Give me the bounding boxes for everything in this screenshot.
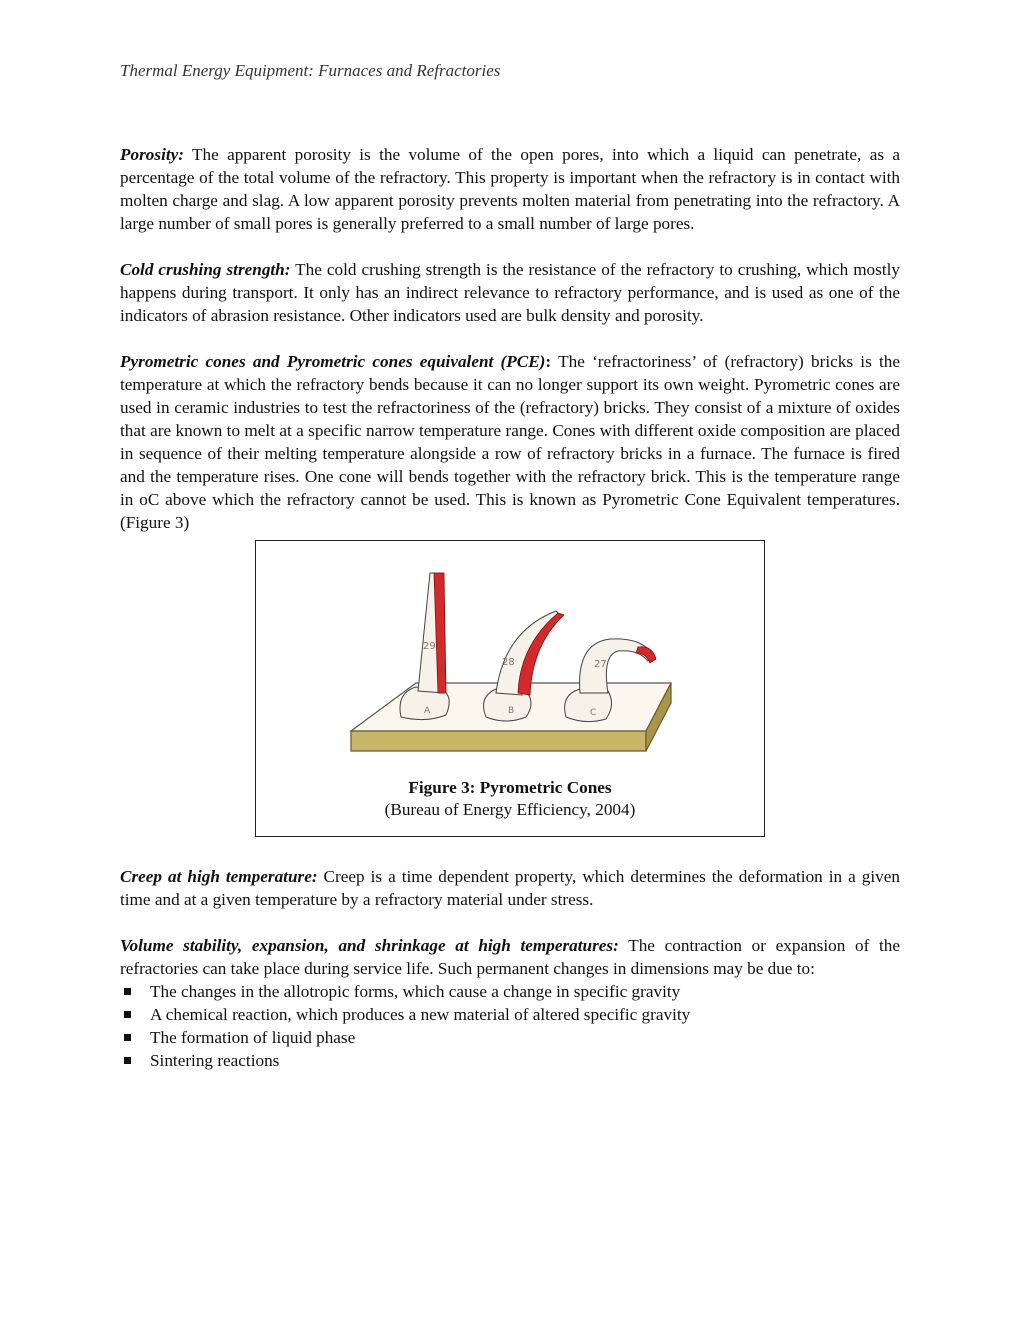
creep-term: Creep at high temperature:	[120, 867, 318, 886]
creep-text: Creep is a time dependent property, which determines the deformation in a given time and at a given temperature by a refractory material under stress.	[120, 867, 900, 909]
pyrometric-paragraph	[120, 350, 900, 534]
cone-a-number: 29	[423, 641, 436, 652]
list-item-text: The formation of liquid phase	[150, 1028, 356, 1047]
page-header: Thermal Energy Equipment: Furnaces and Refractories	[120, 61, 501, 80]
pyrometric-colon: :	[545, 352, 552, 371]
figure-3	[255, 540, 765, 837]
list-item	[120, 1026, 900, 1049]
pyrometric-term: Pyrometric cones and Pyrometric cones equivalent (PCE)	[120, 352, 546, 371]
bullet-square-icon	[124, 1057, 131, 1064]
list-item	[120, 1049, 900, 1072]
list-item-text: A chemical reaction, which produces a new material of altered specific gravity	[150, 1005, 691, 1024]
porosity-text: The apparent porosity is the volume of the open pores, into which a liquid can penetrate, as a percentage of the total volume of the refractory. This property is important when the refractory is in contact with molten charge and slag. A low apparent porosity prevents molten material from penetrating into the refractory. A large number of small pores is generally preferred to a small number of large pores.	[120, 145, 900, 233]
cold-crushing-paragraph	[120, 258, 900, 327]
list-item	[120, 1003, 900, 1026]
volume-bullet-list	[120, 980, 900, 1072]
cold-crushing-text: The cold crushing strength is the resistance of the refractory to crushing, which mostly happens during transport. It only has an indirect relevance to refractory performance, and is used as one of the indicators of abrasion resistance. Other indicators used are bulk density and porosity.	[120, 260, 900, 325]
pyrometric-cones-illustration	[346, 569, 676, 759]
list-item	[120, 980, 900, 1003]
bullet-square-icon	[124, 1011, 131, 1018]
cone-c-pad	[565, 689, 612, 722]
cone-b-number: 28	[502, 657, 515, 668]
cone-b-letter: B	[508, 706, 515, 716]
cone-c-number: 27	[594, 659, 607, 670]
cold-crushing-term: Cold crushing strength:	[120, 260, 291, 279]
porosity-paragraph	[120, 143, 900, 235]
list-item-text: The changes in the allotropic forms, which cause a change in specific gravity	[150, 982, 681, 1001]
document-body	[120, 143, 900, 1072]
volume-paragraph	[120, 934, 900, 980]
bullet-square-icon	[124, 988, 131, 995]
base-plate-front	[351, 731, 646, 751]
cone-c-letter: C	[590, 708, 597, 718]
porosity-term: Porosity:	[120, 145, 184, 164]
figure-caption-source: (Bureau of Energy Efficiency, 2004)	[384, 800, 636, 819]
cone-a-letter: A	[424, 706, 431, 716]
bullet-square-icon	[124, 1034, 131, 1041]
volume-term: Volume stability, expansion, and shrinkage at high temperatures:	[120, 936, 619, 955]
figure-caption-title: Figure 3: Pyrometric Cones	[408, 778, 612, 797]
cone-c-red-tip	[636, 647, 656, 663]
volume-text: The contraction or expansion of the refractories can take place during service life. Such permanent changes in dimensions may be due to:	[120, 936, 901, 978]
creep-paragraph	[120, 865, 900, 911]
pyrometric-text: The ‘refractoriness’ of (refractory) bricks is the temperature at which the refractory bends because it can no longer support its own weight. Pyrometric cones are used in ceramic industries to test the refractoriness of the (refractory) bricks. They consist of a mixture of oxides that are known to melt at a specific narrow temperature range. Cones with different oxide composition are placed in sequence of their melting temperature alongside a row of refractory bricks in a furnace. The furnace is fired and the temperature rises. One cone will bends together with the refractory brick. This is the temperature range in oC above which the refractory cannot be used. This is known as Pyrometric Cone Equivalent temperatures. (Figure 3)	[120, 352, 901, 532]
list-item-text: Sintering reactions	[150, 1051, 280, 1070]
